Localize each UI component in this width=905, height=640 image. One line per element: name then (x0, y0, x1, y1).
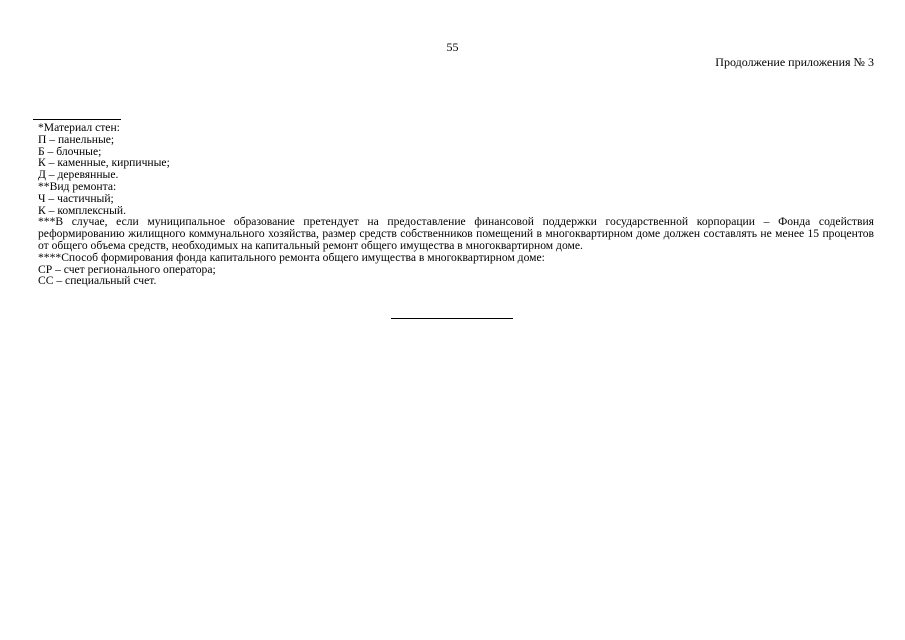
continuation-label: Продолжение приложения № 3 (715, 55, 874, 69)
wall-material-panel: П – панельные; (38, 132, 115, 146)
end-separator (391, 318, 513, 319)
wall-material-wood: Д – деревянные. (38, 168, 119, 182)
repair-type-complex: К – комплексный. (38, 203, 127, 217)
fund-support-note: ***В случае, если муниципальное образование претендует на предоставление финансовой поддержки государственной корпорации – Фонда содействия реформированию жилищного коммунального хозяйства, размер средств собственников помещений в многоквартирном доме должен составлять не менее 15 процентов от общего объема средств, необходимых на капитальный ремонт общего имущества в многоквартирном доме. (38, 215, 874, 252)
footnotes-block (38, 122, 874, 287)
fund-method-title: ****Способ формирования фонда капитального ремонта общего имущества в многоквартирном доме: (38, 250, 545, 264)
footnote-separator (33, 119, 121, 120)
page-number: 55 (446, 40, 459, 54)
wall-material-stone: К – каменные, кирпичные; (38, 156, 170, 170)
fund-method-regional: СР – счет регионального оператора; (38, 262, 216, 276)
fund-method-special: СС – специальный счет. (38, 274, 157, 288)
wall-material-block: Б – блочные; (38, 144, 102, 158)
repair-type-partial: Ч – частичный; (38, 191, 114, 205)
wall-material-title: *Материал стен: (38, 121, 120, 134)
repair-type-title: **Вид ремонта: (38, 179, 117, 193)
